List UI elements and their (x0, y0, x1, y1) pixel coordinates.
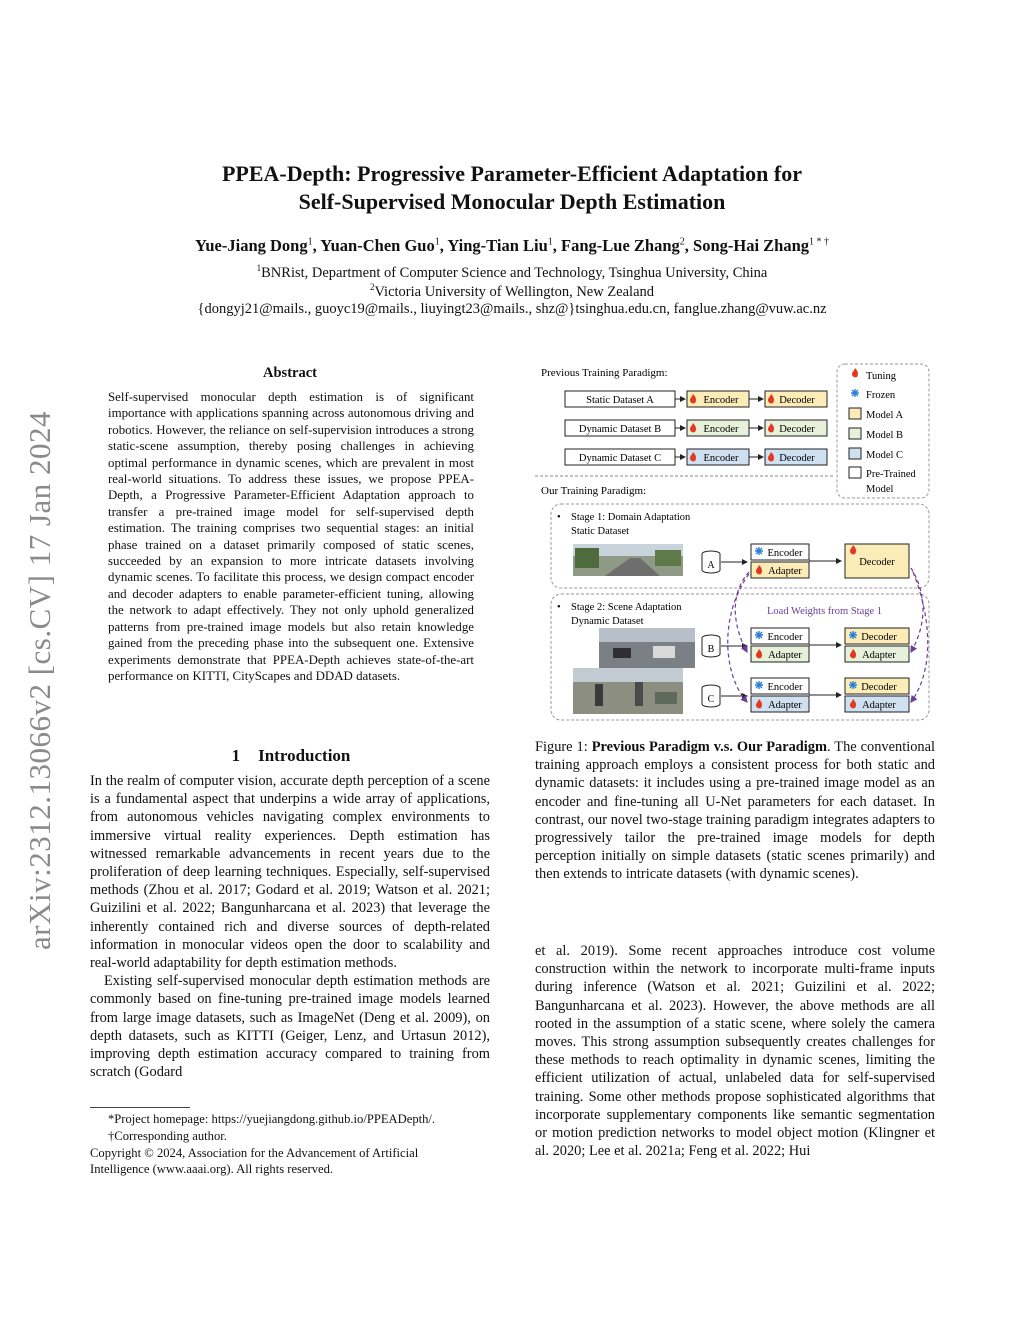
static-scene-photo (573, 544, 683, 576)
footnote-corresponding: †Corresponding author. (108, 1129, 227, 1143)
legend-model-a: Model A (866, 410, 904, 421)
stage-1-subtitle: Static Dataset (571, 526, 630, 537)
frozen-icon (755, 547, 763, 555)
footnote-homepage: *Project homepage: https://yuejiangdong.github.io/PPEADepth/. (108, 1112, 436, 1126)
author: Ying-Tian Liu$^1$, (447, 236, 562, 255)
author: Fang-Lue Zhang$^2$, (561, 236, 694, 255)
adapter-label: Adapter (862, 700, 896, 711)
tuning-icon (852, 368, 858, 377)
title-line-2: Self-Supervised Monocular Depth Estimation (298, 189, 726, 214)
legend-pretrained-1: Pre-Trained (866, 469, 916, 480)
previous-row-c (565, 449, 827, 465)
paper-title (0, 160, 1024, 216)
introduction-right-column: et al. 2019). Some recent approaches introduce cost volume construction within the network to incorporate multi-frame inputs during inference (Watson et al. 2021; Guizilini et al. 2022; Bangunharcana et al. 2023). However, the above methods are all rooted in the assumption of a static scene, where solely the camera moves. This strong assumption subsequently creates challenges for these methods to reach optimality in dynamic scenes, limiting the efficient utilization of actual, unlabeled data for self-supervised training. Some other methods propose sophisticated algorithms that incorporate supplementary components like semantic segmentation or motion prediction networks to model object motion (Klingner et al. 2020; Lee et al. 2021a; Feng et al. 2022; Hui (535, 943, 935, 1160)
affiliation-1: $^1$BNRist, Department of Computer Science and Technology, Tsinghua University, China (256, 263, 768, 281)
encoder-label: Encoder (767, 682, 803, 693)
cylinder-b-label: B (707, 644, 715, 655)
figure-1-diagram (535, 362, 935, 722)
dataset-cylinder-b (702, 635, 720, 657)
encoder-label: Encoder (703, 453, 739, 464)
load-weights-label: Load Weights from Stage 1 (767, 606, 883, 617)
frozen-icon (755, 631, 763, 639)
stage-2-panel (551, 594, 929, 720)
stage-2-subtitle: Dynamic Dataset (571, 616, 644, 627)
figure-1-caption: Figure 1: Previous Paradigm v.s. Our Paradigm. The conventional training approach employs a consistent process for both static and dynamic datasets: it includes using a pre-trained image model as an encoder and fine-tuning all U-Net parameters for each dataset. In contrast, our novel two-stage training paradigm integrates adapters to progressively tailor the pre-trained image models for depth perception initially on simple datasets (static scenes primarily) and then extends to intricate datasets (with dynamic scenes). (535, 739, 935, 883)
introduction-left-column (90, 772, 490, 1081)
stage-1-panel (551, 504, 929, 588)
affiliation-2: $^2$Victoria University of Wellington, New Zealand (369, 282, 655, 300)
decoder-label: Decoder (859, 557, 895, 568)
cylinder-a-label: A (707, 560, 715, 571)
adapter-label: Adapter (768, 700, 802, 711)
adapter-label: Adapter (862, 650, 896, 661)
frozen-icon (755, 681, 763, 689)
decoder-label: Decoder (861, 682, 897, 693)
author: Yuan-Chen Guo$^1$, (320, 236, 448, 255)
author-list (0, 236, 1024, 256)
encoder-label: Encoder (767, 548, 803, 559)
abstract-text: Self-supervised monocular depth estimation is of significant importance with applications spanning across autonomous driving and robotics. However, the reliance on self-supervision introduces a strong static-scene assumption, thereby posing challenges in achieving optimal performance in dynamic scenes, which are prevalent in most real-world situations. To address these issues, we propose PPEA-Depth, a Progressive Parameter-Efficient Adaptation approach to transfer a pre-trained image model for self-supervised depth estimation. The training comprises two sequential stages: an initial phase trained on a dataset primarily composed of static scenes, succeeded by an expansion to more intricate datasets involving dynamic scenes. To facilitate this process, we design compact encoder and decoder adapters to enable parameter-efficient tuning, allowing the network to adapt effectively. They not only uphold generalized patterns from pre-trained image models but also retain knowledge gained from the preceding phase into the subsequent one. Extensive experiments demonstrate that PPEA-Depth achieves state-of-the-art performance on KITTI, CityScapes and DDAD datasets. (108, 390, 474, 683)
adapter-label: Adapter (768, 566, 802, 577)
previous-row-a (565, 391, 827, 407)
encoder-label: Encoder (767, 632, 803, 643)
encoder-label: Encoder (703, 395, 739, 406)
legend-frozen: Frozen (866, 390, 896, 401)
dynamic-scene-photos (573, 628, 695, 714)
svg-text:•: • (557, 512, 561, 523)
abstract-heading: Abstract (263, 365, 317, 381)
title-line-1: PPEA-Depth: Progressive Parameter-Efficient Adaptation for (221, 161, 802, 186)
copyright-line-2: Intelligence (www.aaai.org). All rights reserved. (90, 1162, 334, 1176)
frozen-icon (849, 631, 857, 639)
dataset-c-label: Dynamic Dataset C (578, 453, 662, 464)
author: Yue-Jiang Dong$^1$, (194, 236, 321, 255)
our-paradigm-label: Our Training Paradigm: (541, 485, 647, 497)
author: Song-Hai Zhang$^{1 * \dagger}$ (693, 236, 830, 255)
decoder-label: Decoder (779, 453, 815, 464)
footnote-rule (90, 1107, 190, 1108)
decoder-label: Decoder (779, 395, 815, 406)
dataset-cylinder-c (702, 685, 720, 707)
dataset-a-label: Static Dataset A (586, 395, 654, 406)
intro-paragraph-1: In the realm of computer vision, accurate depth perception of a scene is a fundamental aspect that underpins a wide array of applications, from autonomous vehicles navigating complex environments to immersive virtual reality experiences. Depth estimation has witnessed remarkable advancements in recent years due to the proliferation of deep learning techniques. Especially, self-supervised methods (Zhou et al. 2017; Godard et al. 2019; Watson et al. 2021; Guizilini et al. 2022; Bangunharcana et al. 2023) that leverage the inherently contained rich and diverse sources of depth-related information in monocular videos open the door to scalability and real-world adaptability for depth estimation methods. (90, 773, 490, 972)
encoder-label: Encoder (703, 424, 739, 435)
dataset-cylinder-a (702, 551, 720, 573)
section-heading-introduction: 1 Introduction (231, 746, 351, 765)
legend-model-c: Model C (866, 450, 904, 461)
legend-model-b: Model B (866, 430, 904, 441)
legend-pretrained-2: Model (866, 484, 894, 495)
frozen-icon (849, 681, 857, 689)
decoder-label: Decoder (779, 424, 815, 435)
frozen-icon (851, 389, 859, 397)
figure-legend (837, 364, 929, 498)
decoder-label: Decoder (861, 632, 897, 643)
author-emails: {dongyj21@mails., guoyc19@mails., liuyingt23@mails., shz@}tsinghua.edu.cn, fanglue.zhang@vuw.ac.nz (197, 301, 827, 317)
cylinder-c-label: C (707, 694, 715, 705)
stage-2-title: Stage 2: Scene Adaptation (571, 602, 682, 613)
copyright-line-1: Copyright © 2024, Association for the Advancement of Artificial (90, 1146, 419, 1160)
intro-paragraph-2: Existing self-supervised monocular depth estimation methods are commonly based on fine-tuning pre-trained image models learned from large image datasets, such as ImageNet (Deng et al. 2009), on depth datasets, such as KITTI (Geiger, Lenz, and Urtasun 2012), improving depth estimation accuracy compared to training from scratch (Godard (90, 973, 490, 1081)
svg-text:•: • (557, 602, 561, 613)
dataset-b-label: Dynamic Dataset B (578, 424, 662, 435)
arxiv-identifier: arXiv:2312.13066v2 [cs.CV] 17 Jan 2024 (22, 410, 57, 950)
adapter-label: Adapter (768, 650, 802, 661)
stage-1-title: Stage 1: Domain Adaptation (571, 512, 691, 523)
legend-tuning: Tuning (866, 371, 896, 382)
previous-paradigm-label: Previous Training Paradigm: (541, 367, 668, 379)
previous-row-b (565, 420, 827, 436)
